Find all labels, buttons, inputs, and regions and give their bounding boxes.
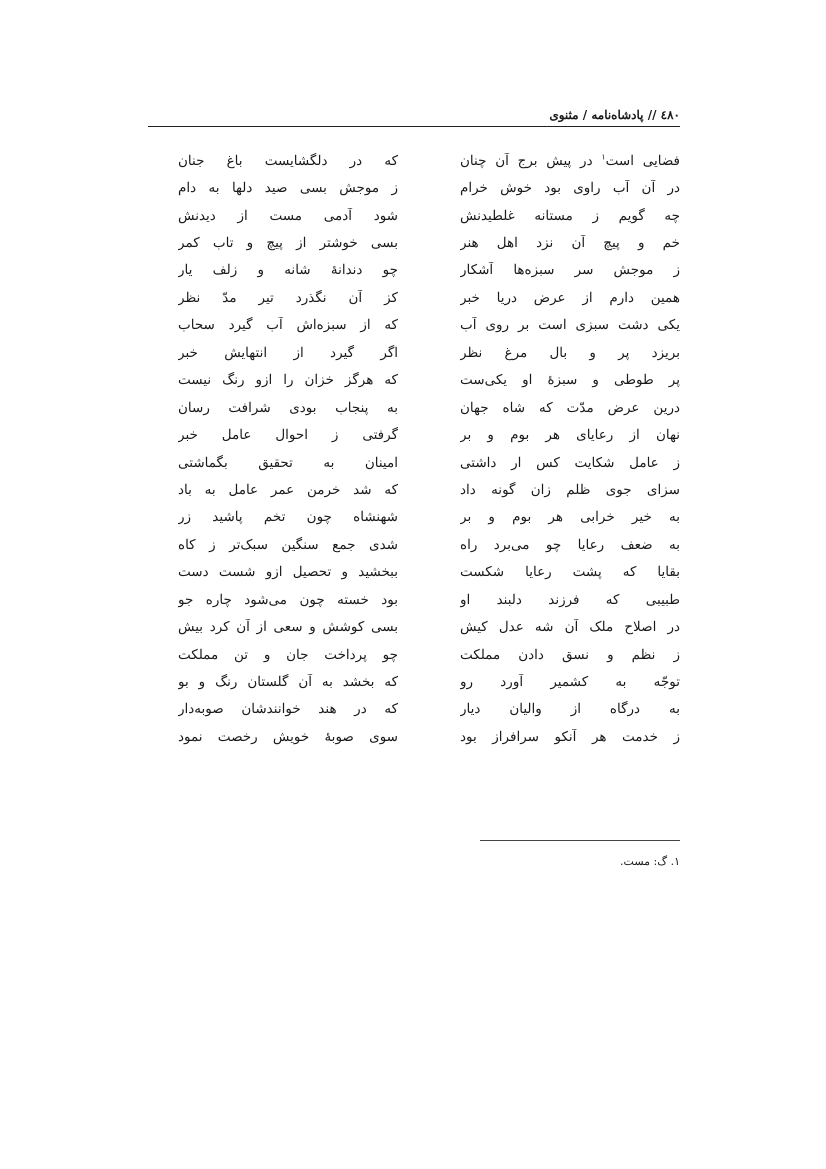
couplet xyxy=(178,613,680,640)
left-hemistich: چو پرداخت جان و تن مملکت xyxy=(178,646,398,663)
right-hemistich: پر طوطی و سبزهٔ او یکی‌ست xyxy=(460,372,680,389)
couplet xyxy=(178,174,680,201)
right-hemistich: ز موجش سر سبزه‌ها آشکار xyxy=(460,262,680,279)
couplet xyxy=(178,421,680,448)
right-hemistich: بریزد پر و بال مرغ نظر xyxy=(460,344,680,361)
right-hemistich: به خیر خرابی هر بوم و بر xyxy=(460,509,680,526)
footnote-marker: ۱ xyxy=(601,152,606,162)
left-hemistich: بسی خوشتر از پیچ و تاب کمر xyxy=(178,235,398,252)
left-hemistich: کز آن نگذرد تیر مدّ نظر xyxy=(178,289,398,306)
poem-body xyxy=(178,147,680,807)
couplet xyxy=(178,367,680,394)
left-hemistich: که از سبزه‌اش آب گیرد سحاب xyxy=(178,317,398,334)
left-hemistich: شود آدمی مست از دیدنش xyxy=(178,207,398,224)
left-hemistich: گرفتی ز احوال عامل خبر xyxy=(178,427,398,444)
left-hemistich: بود خسته چون می‌شود چاره جو xyxy=(178,591,398,608)
left-hemistich: شهنشاه چون تخم پاشید زر xyxy=(178,509,398,526)
right-hemistich: ز نظم و نسق دادن مملکت xyxy=(460,646,680,663)
right-hemistich: بقایا که پشت رعایا شکست xyxy=(460,564,680,581)
right-hemistich: به ضعف رعایا چو می‌برد راه xyxy=(460,536,680,553)
running-header: ٤٨٠ // پادشاه‌نامه / مثنوی xyxy=(549,108,680,122)
couplet xyxy=(178,339,680,366)
couplet xyxy=(178,202,680,229)
right-hemistich: به درگاه از والیان دیار xyxy=(460,701,680,718)
left-hemistich: شدی جمع سنگین سبک‌تر ز کاه xyxy=(178,536,398,553)
right-hemistich: یکی دشت سبزی است بر روی آب xyxy=(460,317,680,334)
footnote-divider xyxy=(480,840,680,841)
left-hemistich: اگر گیرد از انتهایش خبر xyxy=(178,344,398,361)
left-hemistich: به پنجاب بودی شرافت رسان xyxy=(178,399,398,416)
left-hemistich: سوی صوبهٔ خویش رخصت نمود xyxy=(178,728,398,745)
left-hemistich: که در هند خوانندشان صوبه‌دار xyxy=(178,701,398,718)
couplet xyxy=(178,504,680,531)
couplet xyxy=(178,147,680,174)
right-hemistich: توجّه به کشمیر آورد رو xyxy=(460,674,680,691)
couplet xyxy=(178,641,680,668)
couplet xyxy=(178,284,680,311)
left-hemistich: که هرگز خزان را ازو رنگ نیست xyxy=(178,372,398,389)
right-hemistich: خم و پیچ آن نزد اهل هنر xyxy=(460,235,680,252)
couplet xyxy=(178,312,680,339)
left-hemistich: که شد خرمن عمر عامل به باد xyxy=(178,481,398,498)
right-hemistich: در آن آب راوی بود خوش خرام xyxy=(460,180,680,197)
couplet xyxy=(178,229,680,256)
left-hemistich: که در دلگشایست باغ جنان xyxy=(178,152,398,169)
couplet xyxy=(178,586,680,613)
left-hemistich: که بخشد به آن گلستان رنگ و بو xyxy=(178,674,398,691)
left-hemistich: ببخشید و تحصیل ازو شست دست xyxy=(178,564,398,581)
right-hemistich: چه گویم ز مستانه غلطیدنش xyxy=(460,207,680,224)
right-hemistich: ز خدمت هر آنکو سرافراز بود xyxy=(460,728,680,745)
right-hemistich: فضایی است$^۱$ در پیش برج آن چنان xyxy=(460,152,680,169)
left-hemistich: بسی کوشش و سعی از آن کرد بیش xyxy=(178,619,398,636)
left-hemistich: چو دندانهٔ شانه و زلف یار xyxy=(178,262,398,279)
right-hemistich: سزای جوی ظلم زان گونه داد xyxy=(460,481,680,498)
right-hemistich: همین دارم از عرض دریا خبر xyxy=(460,289,680,306)
couplet xyxy=(178,476,680,503)
couplet xyxy=(178,449,680,476)
couplet xyxy=(178,394,680,421)
left-hemistich: ز موجش بسی صید دلها به دام xyxy=(178,180,398,197)
right-hemistich: نهان از رعایای هر بوم و بر xyxy=(460,427,680,444)
right-hemistich: طبیبی که فرزند دلبند او xyxy=(460,591,680,608)
couplet xyxy=(178,257,680,284)
right-hemistich: ز عامل شکایت کس ار داشتی xyxy=(460,454,680,471)
footnote: ۱. گ: مست. xyxy=(620,855,680,868)
couplet xyxy=(178,531,680,558)
couplet xyxy=(178,668,680,695)
header-divider xyxy=(148,126,680,127)
couplet xyxy=(178,723,680,750)
right-hemistich: در اصلاح ملک آن شه عدل کیش xyxy=(460,619,680,636)
left-hemistich: امینان به تحقیق بگماشتی xyxy=(178,454,398,471)
couplet xyxy=(178,559,680,586)
right-hemistich: درین عرض مدّت که شاه جهان xyxy=(460,399,680,416)
couplet xyxy=(178,696,680,723)
